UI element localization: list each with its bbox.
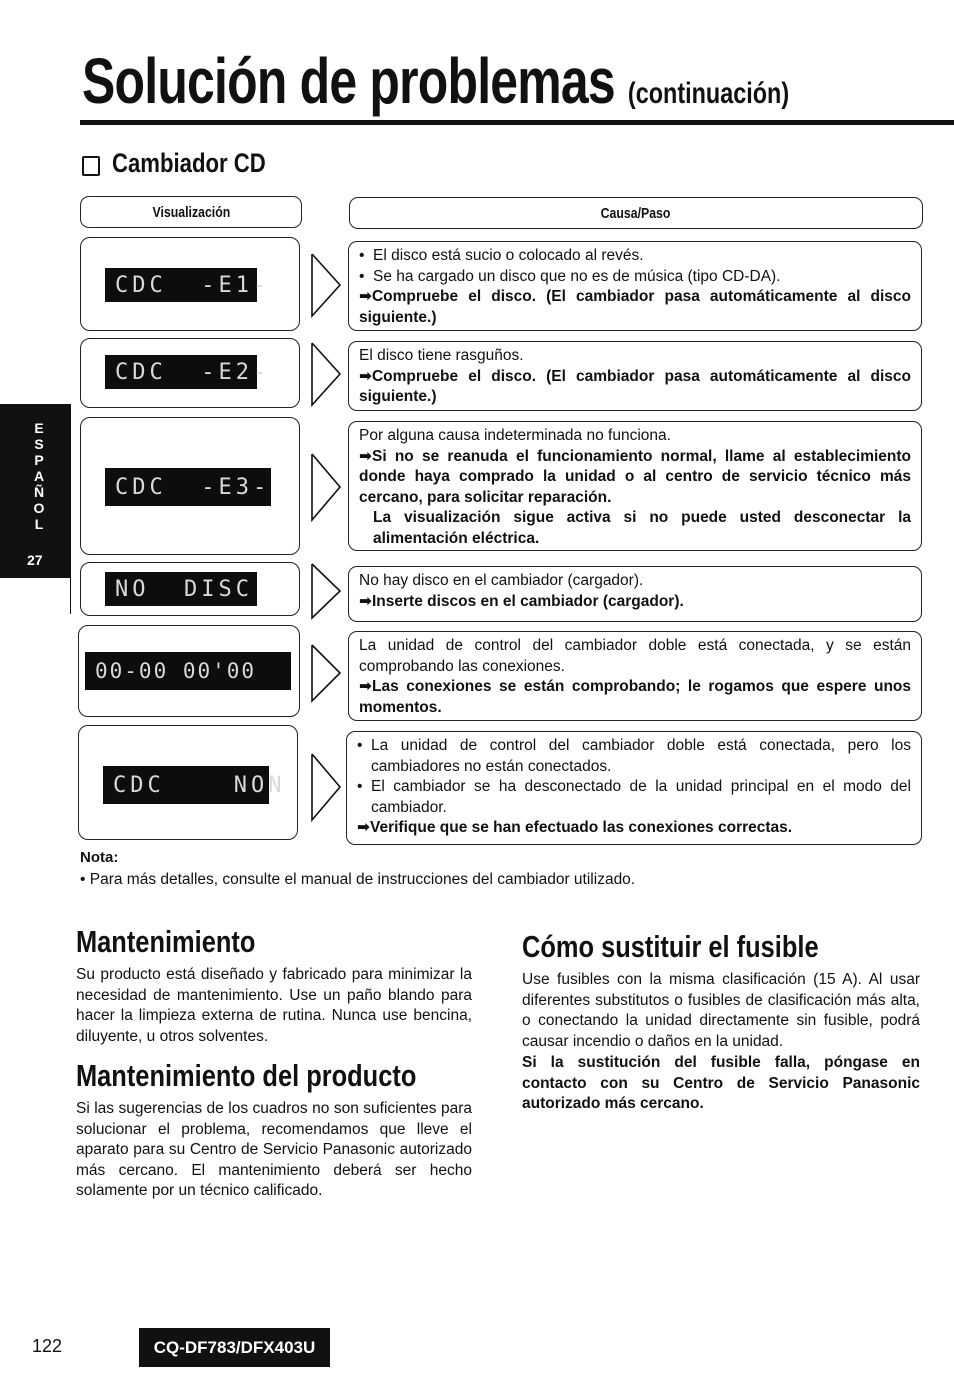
bullet-item <box>359 267 911 288</box>
display-box <box>80 237 300 331</box>
language-letter: A <box>33 468 45 484</box>
cause-text: La unidad de control del cambiador doble está conectada, y se están comprobando las conexiones. <box>359 637 911 675</box>
arrow-right-icon <box>310 752 342 822</box>
note-label: Nota: <box>80 849 119 866</box>
column-header-display <box>80 196 302 228</box>
action-text: ➡Compruebe el disco. (El cambiador pasa automáticamente al disco siguiente.) <box>359 367 911 405</box>
display-box <box>78 625 300 717</box>
checkbox-icon <box>82 156 100 176</box>
bullet-item <box>357 736 911 777</box>
model-label: CQ-DF783/DFX403U <box>153 1337 316 1357</box>
column-header-display-label: Visualización <box>152 203 230 221</box>
language-letter: E <box>34 420 44 436</box>
arrow-right-icon <box>310 643 342 703</box>
lcd-display: NO DISC <box>105 572 257 606</box>
lcd-display: CDC -E3- <box>105 468 271 506</box>
page-number: 122 <box>32 1336 63 1356</box>
display-box <box>80 338 300 408</box>
arrow-right-icon <box>310 562 342 620</box>
cause-text: El disco está sucio o colocado al revés. <box>373 247 644 264</box>
action-text: ➡Compruebe el disco. (El cambiador pasa automáticamente al disco siguiente.) <box>359 288 911 326</box>
page-title-suffix: (continuación) <box>627 77 790 110</box>
lcd-display: CDC -E1- <box>105 268 257 302</box>
title-rule <box>80 120 954 125</box>
language-letter: Ñ <box>33 484 45 500</box>
note-text: Para más detalles, consulte el manual de instrucciones del cambiador utilizado. <box>89 871 636 888</box>
cause-box <box>346 731 922 845</box>
bullet-item <box>359 246 911 267</box>
cause-text: Por alguna causa indeterminada no funciona. <box>359 427 671 444</box>
bullet-icon: • <box>80 871 90 888</box>
language-letter: S <box>34 436 44 452</box>
fuse-title: Cómo sustituir el fusible <box>522 929 819 964</box>
language-tab-letters <box>32 420 46 532</box>
arrow-right-icon <box>310 452 342 522</box>
bullet-icon: • <box>357 737 363 754</box>
model-badge <box>139 1328 330 1367</box>
column-header-cause-label: Causa/Paso <box>601 204 671 222</box>
cause-box <box>348 566 922 622</box>
display-box <box>80 562 300 616</box>
cause-text: El disco tiene rasguños. <box>359 347 524 364</box>
lcd-display: 00-00 00'00 <box>85 652 291 690</box>
action-text: ➡Inserte discos en el cambiador (cargador). <box>359 592 684 610</box>
cause-box <box>348 341 922 411</box>
language-letter: L <box>34 516 44 532</box>
fuse-bold-text: Si la sustitución del fusible falla, póngase en contacto con su Centro de Servicio Panasonic autorizado más cercano. <box>522 1054 920 1112</box>
arrow-right-icon <box>310 252 342 318</box>
action-text: ➡Verifique que se han efectuado las conexiones correctas. <box>357 819 793 836</box>
cause-text: El cambiador se ha desconectado de la unidad principal en el modo del cambiador. <box>371 778 911 816</box>
lcd-display: CDC -E2- <box>105 355 257 389</box>
arrow-right-icon <box>310 341 342 407</box>
cause-text: No hay disco en el cambiador (cargador). <box>359 572 644 589</box>
action-text: ➡Si no se reanuda el funcionamiento normal, llame al establecimiento donde haya comprado la unidad o al centro de servicio técnico más cercano, para solicitar reparación. <box>359 447 911 506</box>
bullet-icon: • <box>359 267 365 285</box>
cause-text: Se ha cargado un disco que no es de música (tipo CD-DA). <box>373 267 781 285</box>
maintenance-title: Mantenimiento <box>76 924 256 959</box>
page-title-text: Solución de problemas <box>82 45 615 117</box>
fuse-text: Use fusibles con la misma clasificación (15 A). Al usar diferentes substitutos o fusibles de clasificación más alta, o conectando la unidad directamente sin fusible, podrá causar incendio o daños en la unidad. <box>522 971 920 1050</box>
display-box <box>78 725 298 840</box>
product-maintenance-title: Mantenimiento del producto <box>76 1058 417 1093</box>
cause-box <box>348 631 922 721</box>
language-letter: O <box>33 500 45 516</box>
product-maintenance-text: Si las sugerencias de los cuadros no son suficientes para solucionar el problema, recomendamos que lleve el aparato para su Centro de Servicio Panasonic autorizado más cercano. El mantenimiento deberá ser hecho solamente por un técnico calificado. <box>76 1100 472 1199</box>
section-title: Cambiador CD <box>112 148 266 178</box>
side-rule <box>70 404 71 614</box>
note-text-row <box>80 871 635 889</box>
action-text: La visualización sigue activa si no puede usted desconectar la alimentación eléctrica. <box>373 509 911 547</box>
language-letter: P <box>34 452 44 468</box>
lcd-display: CDC NON <box>103 766 269 804</box>
cause-box <box>348 241 922 331</box>
bullet-item <box>357 777 911 818</box>
bullet-icon: • <box>359 247 365 264</box>
column-header-cause <box>349 197 923 229</box>
language-tab-page: 27 <box>27 552 43 568</box>
page-title <box>82 46 789 129</box>
bullet-icon: • <box>357 778 363 795</box>
display-box <box>80 417 300 555</box>
maintenance-text: Su producto está diseñado y fabricado para minimizar la necesidad de mantenimiento. Use un paño blando para hacer la limpieza externa de rutina. Nunca use bencina, diluyente, u otros solventes. <box>76 966 472 1045</box>
cause-box <box>348 421 922 551</box>
language-tab <box>0 404 70 578</box>
action-text: ➡Las conexiones se están comprobando; le rogamos que espere unos momentos. <box>359 678 911 716</box>
cause-text: La unidad de control del cambiador doble está conectada, pero los cambiadores no están conectados. <box>371 737 911 775</box>
